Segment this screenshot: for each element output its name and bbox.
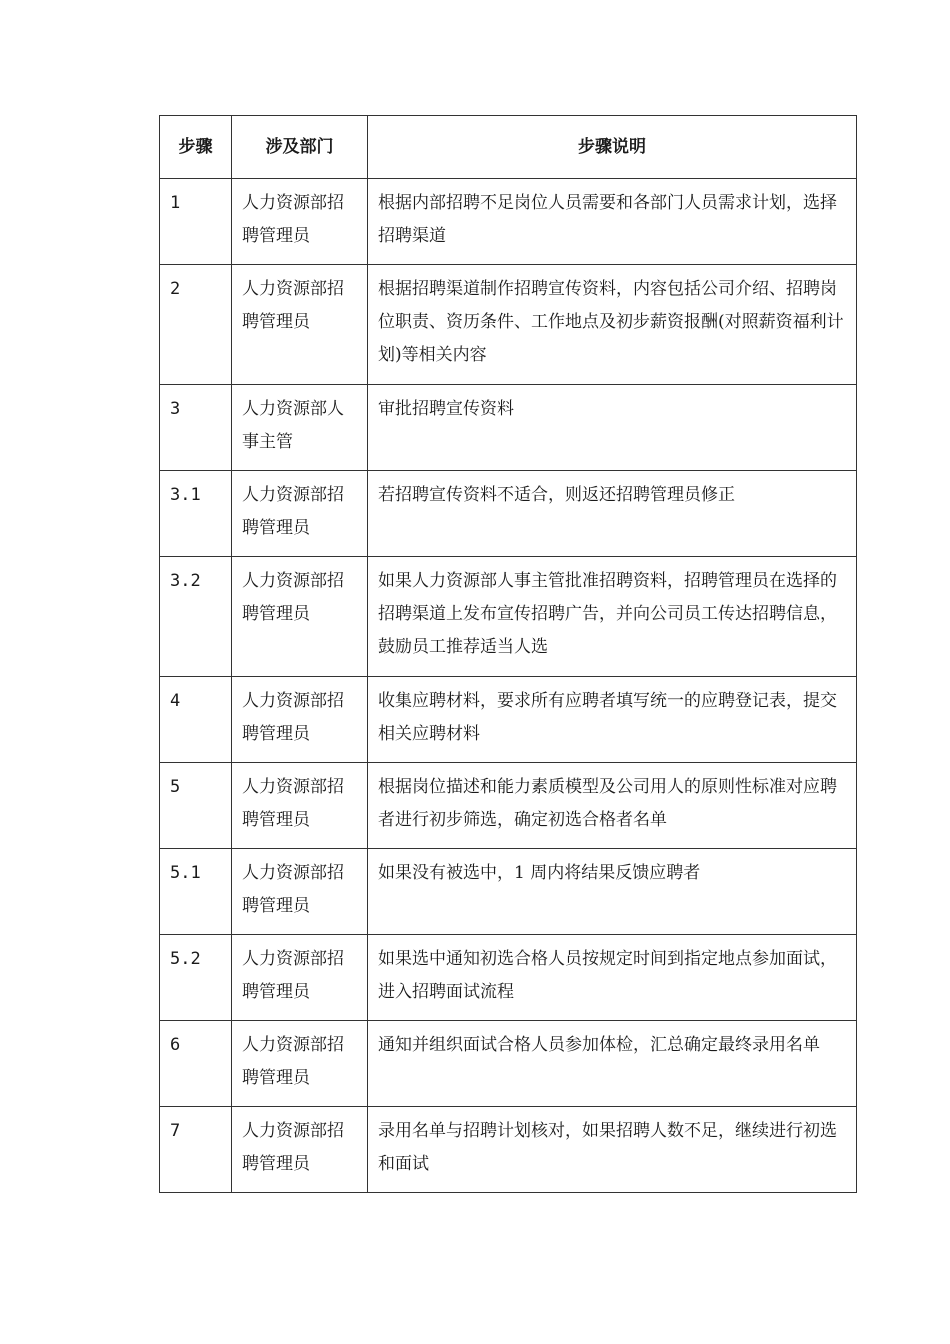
department: 人力资源部招聘管理员: [232, 265, 368, 385]
step-number: 2: [160, 265, 232, 385]
step-number: 3: [160, 385, 232, 471]
department: 人力资源部招聘管理员: [232, 677, 368, 763]
table-row: [160, 677, 857, 763]
step-description: 通知并组织面试合格人员参加体检，汇总确定最终录用名单: [368, 1021, 857, 1107]
step-number: 3.1: [160, 471, 232, 557]
department: 人力资源部招聘管理员: [232, 763, 368, 849]
department: 人力资源部招聘管理员: [232, 557, 368, 677]
step-description: 审批招聘宣传资料: [368, 385, 857, 471]
table-row: [160, 935, 857, 1021]
table-body: [160, 179, 857, 1193]
department: 人力资源部招聘管理员: [232, 1107, 368, 1193]
step-description: 如果选中通知初选合格人员按规定时间到指定地点参加面试，进入招聘面试流程: [368, 935, 857, 1021]
table-row: [160, 763, 857, 849]
step-description: 根据岗位描述和能力素质模型及公司用人的原则性标准对应聘者进行初步筛选，确定初选合格者名单: [368, 763, 857, 849]
step-description: 若招聘宣传资料不适合，则返还招聘管理员修正: [368, 471, 857, 557]
header-department: 涉及部门: [232, 116, 368, 179]
header-step: 步骤: [160, 116, 232, 179]
department: 人力资源部招聘管理员: [232, 179, 368, 265]
step-description: 根据招聘渠道制作招聘宣传资料，内容包括公司介绍、招聘岗位职责、资历条件、工作地点及初步薪资报酬(对照薪资福利计划)等相关内容: [368, 265, 857, 385]
step-number: 5.1: [160, 849, 232, 935]
table-row: [160, 385, 857, 471]
department: 人力资源部招聘管理员: [232, 849, 368, 935]
step-description: 录用名单与招聘计划核对，如果招聘人数不足，继续进行初选和面试: [368, 1107, 857, 1193]
department: 人力资源部人事主管: [232, 385, 368, 471]
recruitment-steps-table: [159, 115, 857, 1193]
table-row: [160, 1021, 857, 1107]
table-row: [160, 557, 857, 677]
header-row: [160, 116, 857, 179]
step-number: 1: [160, 179, 232, 265]
table-row: [160, 849, 857, 935]
department: 人力资源部招聘管理员: [232, 935, 368, 1021]
step-description: 如果没有被选中，1 周内将结果反馈应聘者: [368, 849, 857, 935]
header-description: 步骤说明: [368, 116, 857, 179]
table-row: [160, 1107, 857, 1193]
step-description: 根据内部招聘不足岗位人员需要和各部门人员需求计划，选择招聘渠道: [368, 179, 857, 265]
department: 人力资源部招聘管理员: [232, 471, 368, 557]
step-number: 6: [160, 1021, 232, 1107]
step-number: 3.2: [160, 557, 232, 677]
step-description: 收集应聘材料，要求所有应聘者填写统一的应聘登记表，提交相关应聘材料: [368, 677, 857, 763]
table-row: [160, 265, 857, 385]
table-row: [160, 471, 857, 557]
department: 人力资源部招聘管理员: [232, 1021, 368, 1107]
table-row: [160, 179, 857, 265]
step-number: 5.2: [160, 935, 232, 1021]
step-description: 如果人力资源部人事主管批准招聘资料，招聘管理员在选择的招聘渠道上发布宣传招聘广告，并向公司员工传达招聘信息，鼓励员工推荐适当人选: [368, 557, 857, 677]
step-number: 7: [160, 1107, 232, 1193]
step-number: 5: [160, 763, 232, 849]
table-header: [160, 116, 857, 179]
step-number: 4: [160, 677, 232, 763]
